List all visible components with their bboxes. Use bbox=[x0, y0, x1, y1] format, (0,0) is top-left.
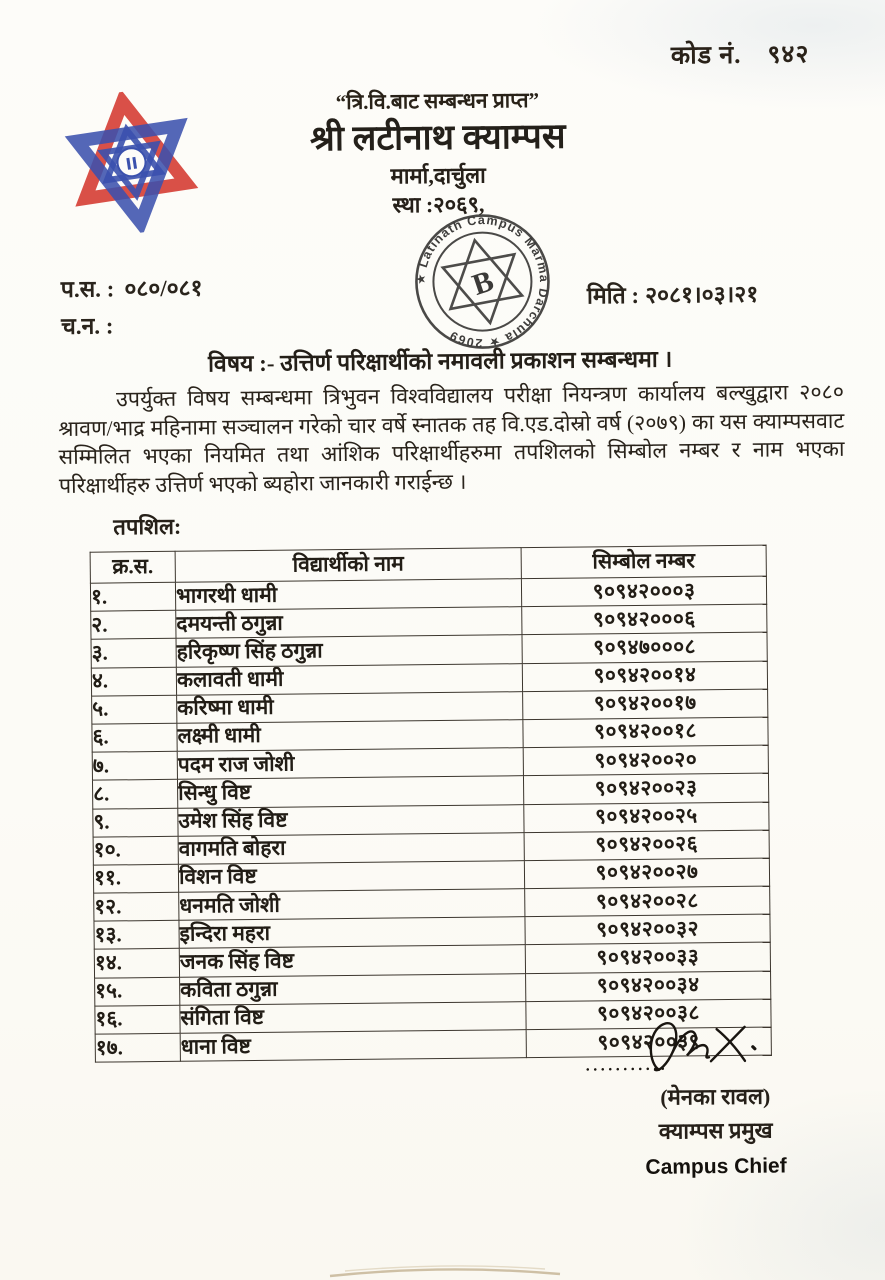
symbol-cell: ९०९४२००२६ bbox=[524, 830, 769, 861]
letterhead bbox=[0, 83, 881, 222]
signatory-title-english: Campus Chief bbox=[645, 1154, 787, 1179]
header-serial: क्र.स. bbox=[90, 551, 175, 583]
serial-cell: १४. bbox=[94, 949, 179, 978]
student-table-body bbox=[90, 576, 771, 1062]
ref-number-line bbox=[61, 270, 203, 308]
symbol-cell: ९०९४२००२७ bbox=[524, 858, 769, 889]
serial-cell: २. bbox=[91, 610, 176, 639]
page-edge-shadow bbox=[0, 1240, 885, 1280]
symbol-cell: ९०९४२००३२ bbox=[525, 914, 770, 945]
serial-cell: ६. bbox=[92, 723, 177, 752]
symbol-cell: ९०९४२००१४ bbox=[522, 661, 767, 692]
ref-label: प.स. : bbox=[60, 276, 115, 302]
stamp-ring-text: ★ Latinath Campus Marma Darchula ★ 2069 bbox=[413, 213, 552, 351]
symbol-cell: ९०९४२००२० bbox=[523, 745, 768, 776]
name-cell: सिन्धु विष्ट bbox=[177, 776, 523, 808]
code-number bbox=[671, 36, 810, 71]
serial-cell: ८. bbox=[92, 780, 177, 809]
signature-line bbox=[585, 1022, 846, 1081]
name-cell: भागरथी धामी bbox=[175, 579, 521, 611]
serial-cell: १२. bbox=[94, 892, 179, 921]
symbol-cell: ९०९४२००१७ bbox=[523, 689, 768, 720]
serial-cell: ११. bbox=[93, 864, 178, 893]
serial-cell: १५. bbox=[95, 977, 180, 1006]
symbol-cell: ९०९४७०००८ bbox=[522, 632, 767, 663]
name-cell: दमयन्ती ठगुन्ना bbox=[176, 607, 522, 639]
name-cell: इन्दिरा महरा bbox=[179, 917, 525, 949]
name-cell: कलावती धामी bbox=[176, 663, 522, 695]
symbol-cell: ९०९४२००३४ bbox=[526, 971, 771, 1002]
serial-cell: १०. bbox=[93, 836, 178, 865]
reference-block bbox=[61, 270, 203, 345]
symbol-cell: ९०९४२००२८ bbox=[525, 886, 770, 917]
code-value: ९४२ bbox=[767, 41, 810, 69]
serial-cell: ४. bbox=[91, 667, 176, 696]
name-cell: करिष्मा धामी bbox=[177, 691, 523, 723]
serial-cell: ७. bbox=[92, 751, 177, 780]
name-cell: संगिता विष्ट bbox=[180, 1001, 526, 1033]
symbol-cell: ९०९४२००१८ bbox=[523, 717, 768, 748]
symbol-cell: ९०९४२०००३ bbox=[521, 576, 766, 607]
name-cell: विशन विष्ट bbox=[178, 861, 524, 893]
date-line bbox=[587, 277, 759, 311]
name-cell: जनक सिंह विष्ट bbox=[179, 945, 525, 977]
symbol-cell: ९०९४२००३८ bbox=[526, 999, 771, 1030]
campus-address: मार्मा,दार्चुला bbox=[390, 162, 486, 189]
symbol-cell: ९०९४२०००६ bbox=[522, 604, 767, 635]
serial-cell: १. bbox=[90, 582, 175, 611]
header-symbol-number: सिम्बोल नम्बर bbox=[521, 545, 766, 579]
date-label: मिति : bbox=[586, 282, 640, 309]
serial-cell: ३. bbox=[91, 639, 176, 668]
signature-dots: ........... bbox=[584, 1049, 668, 1076]
name-cell: लक्ष्मी धामी bbox=[177, 720, 523, 752]
serial-cell: १७. bbox=[95, 1033, 180, 1062]
campus-established: स्था :२०६९, bbox=[392, 191, 485, 218]
serial-cell: १६. bbox=[95, 1005, 180, 1034]
symbol-cell: ९०९४२००३३ bbox=[525, 943, 770, 974]
affiliation-line: “त्रि.वि.बाट सम्बन्धन प्राप्त” bbox=[335, 87, 540, 115]
ref-value: ०८०/०८१ bbox=[124, 275, 203, 302]
chalani-number-line bbox=[61, 307, 203, 345]
signature-icon bbox=[637, 1016, 798, 1084]
serial-cell: ५. bbox=[92, 695, 177, 724]
details-label: तपशिल: bbox=[113, 513, 182, 540]
signatory-name: (मेनका रावल) bbox=[660, 1083, 771, 1110]
symbol-cell: ९०९४२००२३ bbox=[523, 773, 768, 804]
code-label: कोड नं. bbox=[670, 41, 742, 70]
name-cell: हरिकृष्ण सिंह ठगुन्ना bbox=[176, 635, 522, 667]
campus-name: श्री लटीनाथ क्याम्पस bbox=[309, 116, 566, 159]
name-cell: कविता ठगुन्ना bbox=[180, 973, 526, 1005]
name-cell: धाना विष्ट bbox=[180, 1030, 526, 1062]
name-cell: उमेश सिंह विष्ट bbox=[178, 804, 524, 836]
stamp-center-letter: B bbox=[468, 264, 498, 302]
symbol-cell: ९०९४२००२५ bbox=[524, 802, 769, 833]
subject-line: विषय :- उत्तिर्ण परिक्षार्थीको नमावली प्रकाशन सम्बन्धमा । bbox=[207, 346, 673, 377]
students-table bbox=[90, 545, 772, 1063]
signature-block bbox=[585, 1022, 847, 1181]
symbol-cell: ९०९४२००३९ bbox=[526, 1027, 771, 1058]
name-cell: धनमति जोशी bbox=[179, 889, 525, 921]
serial-cell: ९. bbox=[93, 808, 178, 837]
signatory-title-nepali: क्याम्पस प्रमुख bbox=[658, 1117, 773, 1144]
name-cell: पदम राज जोशी bbox=[177, 748, 523, 780]
chalani-label: च.न. : bbox=[61, 313, 114, 339]
header-student-name: विद्यार्थीको नाम bbox=[175, 548, 521, 583]
logo-center-mark: II bbox=[124, 153, 140, 174]
name-cell: वागमति बोहरा bbox=[178, 832, 524, 864]
serial-cell: १३. bbox=[94, 921, 179, 950]
body-paragraph: उपर्युक्त विषय सम्बन्धमा त्रिभुवन विश्वविद्यालय परीक्षा नियन्त्रण कार्यालय बल्खुद्वारा २०८० श्रावण/भाद्र महिनामा सञ्चालन गरेको चार वर्षे स्नातक तह वि.एड.दोस्रो वर्ष (२०७९) का यस क्याम्पसवाट सम्मिलित भएका नियमित तथा आंशिक परिक्षार्थीहरुमा तपशिलको सिम्बोल नम्बर र नाम भएका परिक्षार्थीहरु उत्तिर्ण भएको ब्यहोरा जानकारी गराईन्छ । bbox=[58, 379, 845, 498]
date-value: २०८१।०३।२१ bbox=[644, 281, 759, 308]
